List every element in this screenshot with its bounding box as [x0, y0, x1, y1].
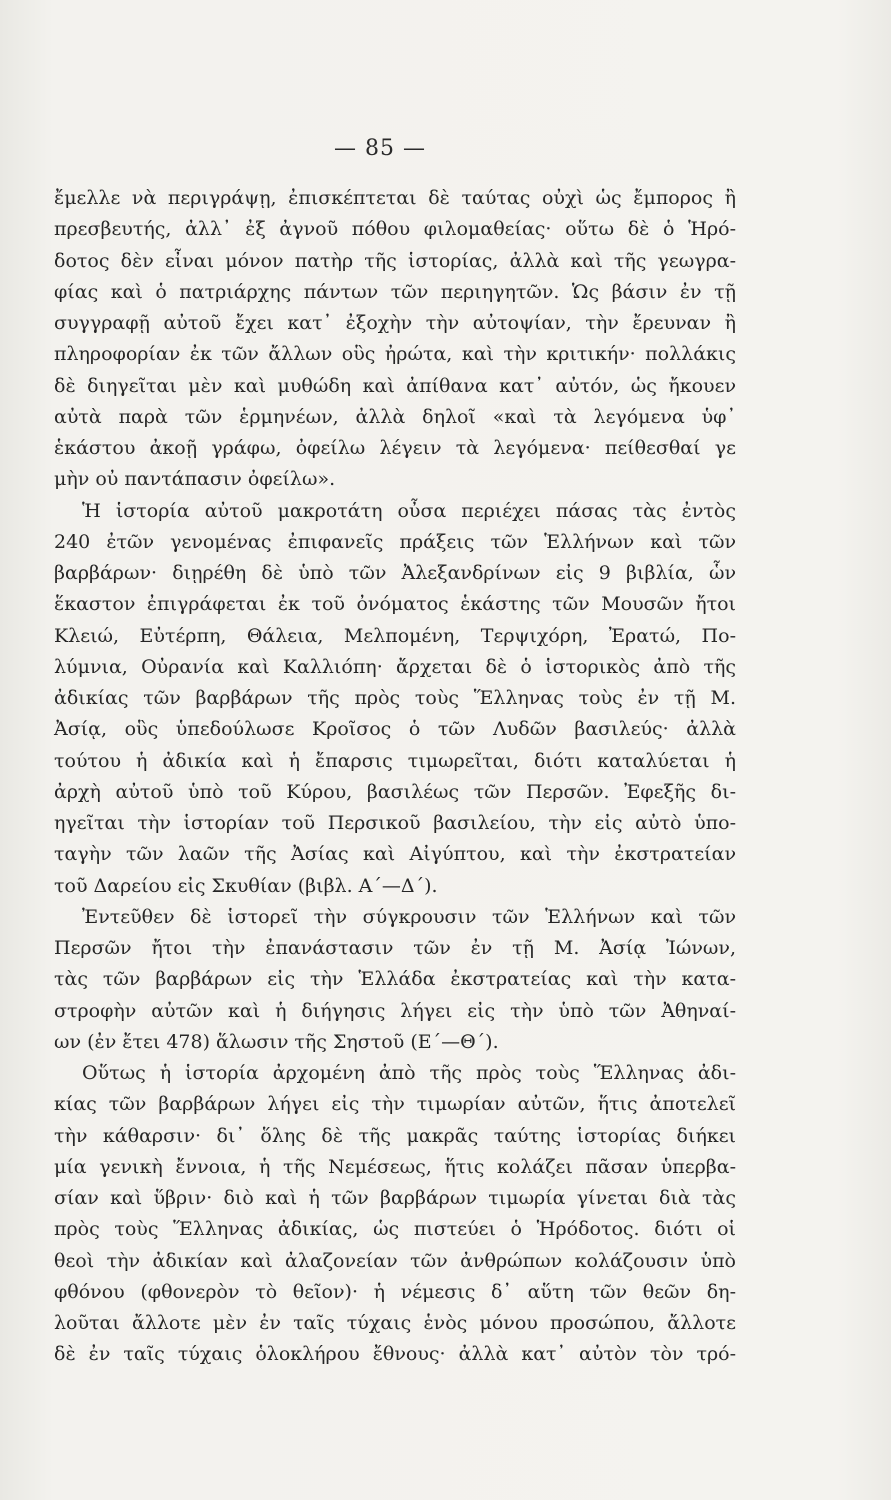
text-line: βαρβάρων· διῃρέθη δὲ ὑπὸ τῶν Ἀλεξανδρίνων εἰς 9 βιβλία, ὧν: [54, 562, 736, 584]
text-line: Ἀσίᾳ, οὓς ὑπεδούλωσε Κροῖσος ὁ τῶν Λυδῶν βασιλεύς· ἀλλὰ: [54, 718, 736, 741]
paragraph-3: [54, 902, 736, 1058]
text-line: κίας τῶν βαρβάρων λήγει εἰς τὴν τιμωρίαν αὐτῶν, ἥτις ἀποτελεῖ: [54, 1093, 736, 1116]
text-line: ἀρχὴ αὐτοῦ ὑπὸ τοῦ Κύρου, βασιλέως τῶν Περσῶν. Ἐφεξῆς δι-: [54, 780, 736, 803]
text-line: φίας καὶ ὁ πατριάρχης πάντων τῶν περιηγητῶν. Ὡς βάσιν ἐν τῇ: [54, 280, 736, 303]
paragraph-2: [54, 496, 736, 902]
text-line: 240 ἐτῶν γενομένας ἐπιφανεῖς πράξεις τῶν Ἑλλήνων καὶ τῶν: [54, 530, 736, 553]
text-line: τὴν κάθαρσιν· δι᾽ ὅλης δὲ τῆς μακρᾶς ταύτης ἱστορίας διήκει: [54, 1124, 736, 1147]
text-line: δὲ διηγεῖται μὲν καὶ μυθώδη καὶ ἀπίθανα κατ᾽ αὐτόν, ὡς ἤκουεν: [54, 374, 736, 397]
text-line: λύμνια, Οὐρανία καὶ Καλλιόπη· ἄρχεται δὲ ὁ ἱστορικὸς ἀπὸ τῆς: [54, 655, 736, 678]
text-line: Οὕτως ἡ ἱστορία ἀρχομένη ἀπὸ τῆς πρὸς τοὺς Ἕλληνας ἀδι-: [82, 1062, 736, 1084]
text-line: Ἡ ἱστορία αὐτοῦ μακροτάτη οὖσα περιέχει πάσας τὰς ἐντὸς: [82, 499, 736, 522]
text-line: ταγὴν τῶν λαῶν τῆς Ἀσίας καὶ Αἰγύπτου, καὶ τὴν ἐκστρατείαν: [54, 843, 736, 866]
text-line: ων (ἐν ἔτει 478) ἅλωσιν τῆς Σηστοῦ (Ε΄—Θ΄).: [54, 1030, 499, 1053]
text-line: σίαν καὶ ὕβριν· διὸ καὶ ἡ τῶν βαρβάρων τιμωρία γίνεται διὰ τὰς: [54, 1187, 736, 1209]
text-line: πρεσβευτής, ἀλλ᾽ ἐξ ἀγνοῦ πόθου φιλομαθείας· οὕτω δὲ ὁ Ἡρό-: [54, 218, 736, 241]
text-line: συγγραφῇ αὐτοῦ ἔχει κατ᾽ ἐξοχὴν τὴν αὐτοψίαν, τὴν ἔρευναν ἢ: [54, 312, 736, 334]
text-line: πληροφορίαν ἐκ τῶν ἄλλων οὓς ἠρώτα, καὶ τὴν κριτικήν· πολλάκις: [54, 343, 736, 366]
text-line: στροφὴν αὐτῶν καὶ ἡ διήγησις λήγει εἰς τὴν ὑπὸ τῶν Ἀθηναί-: [54, 999, 736, 1022]
text-line: ἔμελλε νὰ περιγράψῃ, ἐπισκέπτεται δὲ ταύτας οὐχὶ ὡς ἔμπορος ἢ: [54, 187, 736, 209]
text-line: θεοὶ τὴν ἀδικίαν καὶ ἀλαζονείαν τῶν ἀνθρώπων κολάζουσιν ὑπὸ: [54, 1249, 736, 1272]
text-line: ηγεῖται τὴν ἱστορίαν τοῦ Περσικοῦ βασιλείου, τὴν εἰς αὐτὸ ὑπο-: [54, 812, 736, 834]
text-line: τούτου ἡ ἀδικία καὶ ἡ ἔπαρσις τιμωρεῖται, διότι καταλύεται ἡ: [54, 749, 736, 772]
text-line: μὴν οὐ παντάπασιν ὀφείλω».: [54, 468, 336, 491]
text-line: ἕκαστον ἐπιγράφεται ἐκ τοῦ ὀνόματος ἑκάστης τῶν Μουσῶν ἤτοι: [54, 593, 736, 616]
text-line: πρὸς τοὺς Ἕλληνας ἀδικίας, ὡς πιστεύει ὁ Ἡρόδοτος. διότι οἱ: [54, 1218, 736, 1241]
body-text: [54, 183, 736, 1371]
page-number: — 85 —: [334, 136, 426, 161]
text-line: τὰς τῶν βαρβάρων εἰς τὴν Ἑλλάδα ἐκστρατείας καὶ τὴν κατα-: [54, 968, 736, 991]
text-line: δοτος δὲν εἶναι μόνον πατὴρ τῆς ἱστορίας, ἀλλὰ καὶ τῆς γεωγρα-: [54, 249, 736, 272]
text-line: ἀδικίας τῶν βαρβάρων τῆς πρὸς τοὺς Ἕλληνας τοὺς ἐν τῇ Μ.: [54, 687, 736, 709]
text-line: Ἐντεῦθεν δὲ ἱστορεῖ τὴν σύγκρουσιν τῶν Ἑλλήνων καὶ τῶν: [82, 905, 736, 928]
text-line: αὐτὰ παρὰ τῶν ἑρμηνέων, ἀλλὰ δηλοῖ «καὶ τὰ λεγόμενα ὑφ᾽: [54, 405, 736, 428]
text-line: δὲ ἐν ταῖς τύχαις ὁλοκλήρου ἔθνους· ἀλλὰ κατ᾽ αὐτὸν τὸν τρό-: [54, 1343, 736, 1366]
text-line: λοῦται ἄλλοτε μὲν ἐν ταῖς τύχαις ἑνὸς μόνου προσώπου, ἄλλοτε: [54, 1312, 736, 1334]
text-line: μία γενικὴ ἔννοια, ἡ τῆς Νεμέσεως, ἥτις κολάζει πᾶσαν ὑπερβα-: [54, 1155, 736, 1178]
text-line: ἑκάστου ἀκοῇ γράφω, ὀφείλω λέγειν τὰ λεγόμενα· πείθεσθαί γε: [54, 437, 736, 459]
text-line: φθόνου (φθονερὸν τὸ θεῖον)· ἡ νέμεσις δ᾽ αὕτη τῶν θεῶν δη-: [54, 1280, 736, 1303]
paragraph-4: [54, 1058, 736, 1371]
text-line: τοῦ Δαρείου εἰς Σκυθίαν (βιβλ. Α΄—Δ΄).: [54, 874, 438, 897]
text-line: Κλειώ, Εὐτέρπη, Θάλεια, Μελπομένη, Τερψιχόρη, Ἐρατώ, Πο-: [54, 624, 736, 647]
paragraph-1: [54, 183, 736, 496]
text-line: Περσῶν ἤτοι τὴν ἐπανάστασιν τῶν ἐν τῇ Μ. Ἀσίᾳ Ἰώνων,: [54, 937, 736, 959]
